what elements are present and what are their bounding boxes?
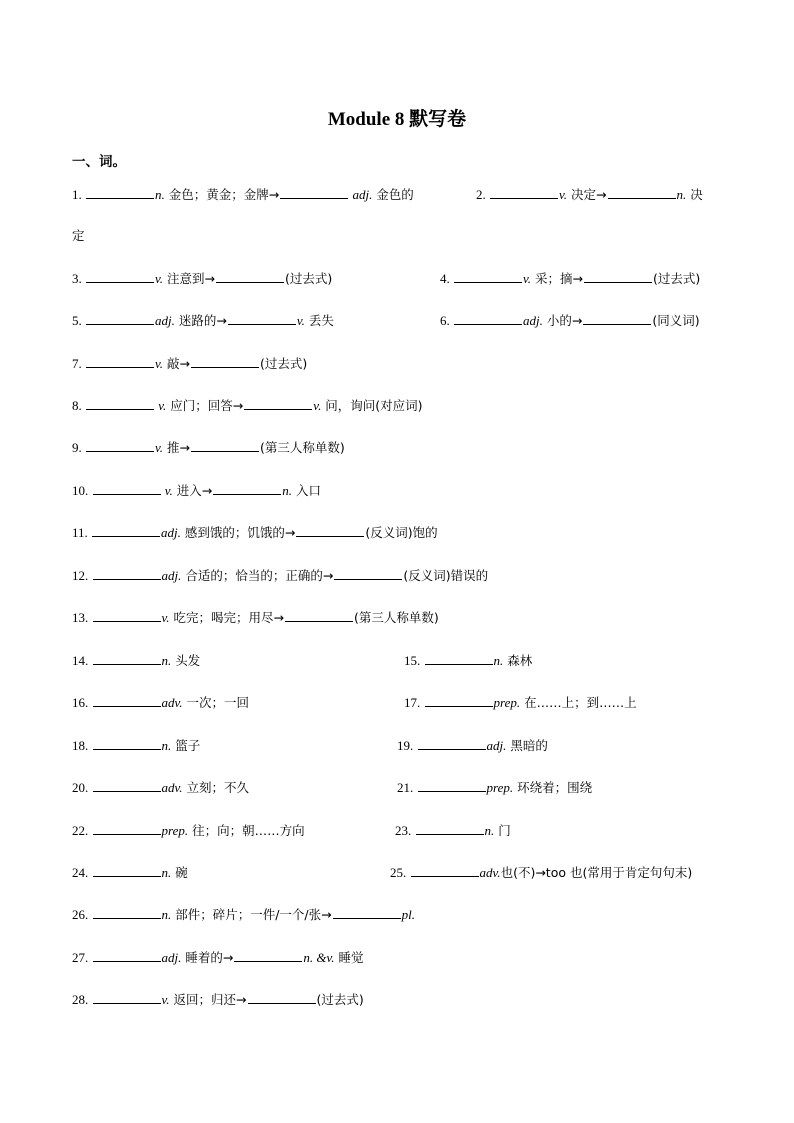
vocab-item-18 [404,693,637,712]
definition-text: 碗 [171,865,188,880]
vocab-item-28 [72,948,363,967]
answer-blank[interactable] [86,269,154,283]
part-of-speech: adj. [523,313,543,328]
definition-text: 定 [72,228,85,243]
definition-text: (反义词)饱的 [365,525,438,540]
answer-blank[interactable] [454,311,522,325]
definition-text: 头发 [171,653,201,668]
vocab-item-6 [72,311,334,330]
answer-blank[interactable] [285,608,353,622]
answer-blank[interactable] [213,481,281,495]
definition-text: 门 [494,823,511,838]
answer-blank[interactable] [93,778,161,792]
answer-blank[interactable] [93,608,161,622]
part-of-speech: v. [155,271,164,286]
definition-text: (过去式) [260,356,308,371]
item-number: 23. [395,823,415,838]
definition-text: 决定→ [567,187,607,202]
definition-text: 感到饿的；饥饿的→ [180,525,296,540]
answer-blank[interactable] [93,821,161,835]
vocab-item-26 [390,863,692,882]
part-of-speech: v. [155,356,164,371]
definition-text: 进入→ [172,483,213,498]
definition-text: 黑暗的 [506,738,548,753]
part-of-speech: n. [155,187,165,202]
definition-text: (过去式) [285,271,333,286]
answer-blank[interactable] [425,693,493,707]
answer-blank[interactable] [93,863,161,877]
part-of-speech: adj. [161,568,182,583]
item-number: 22. [72,823,92,838]
answer-blank[interactable] [583,311,651,325]
definition-text: 立刻；不久 [182,780,250,795]
definition-text: 往；向；朝……方向 [188,823,305,838]
answer-blank[interactable] [93,990,161,1004]
answer-blank[interactable] [93,905,161,919]
definition-text: (第三人称单数) [354,610,439,625]
definition-text: 小的→ [542,313,583,328]
vocab-item-22 [397,778,592,797]
definition-text: (过去式) [653,271,701,286]
definition-text: 敲→ [163,356,191,371]
definition-text: 迷路的→ [174,313,227,328]
vocab-item-8 [72,354,307,373]
part-of-speech: prep. [486,780,514,795]
answer-blank[interactable] [191,354,259,368]
part-of-speech: v. [161,483,173,498]
answer-blank[interactable] [280,185,348,199]
definition-text: (反义词)错误的 [403,568,489,583]
vocab-item-10 [72,438,345,457]
vocab-item-19 [72,736,200,755]
vocab-item-23 [72,821,305,840]
part-of-speech: adj. [486,738,507,753]
item-number: 12. [72,568,92,583]
definition-text: 决 [686,187,703,202]
item-number: 25. [390,865,410,880]
answer-blank[interactable] [93,736,161,750]
part-of-speech: v. [523,271,532,286]
vocab-item-15 [72,651,200,670]
vocab-item-17 [72,693,249,712]
vocab-item-25 [72,863,188,882]
definition-text: 一次；一回 [182,695,250,710]
section-heading: 一、词。 [72,154,126,170]
item-number: 17. [404,695,424,710]
vocab-item-14 [72,608,439,627]
answer-blank[interactable] [334,566,402,580]
part-of-speech: adj. [161,950,182,965]
answer-blank[interactable] [93,481,161,495]
item-number: 26. [72,907,92,922]
vocab-item-24 [395,821,511,840]
answer-blank[interactable] [454,269,522,283]
part-of-speech: v. [155,398,167,413]
part-of-speech: prep. [493,695,521,710]
part-of-speech: adj. [155,313,175,328]
answer-blank[interactable] [86,311,154,325]
definition-text: 部件；碎片；一件/一个/张→ [171,907,332,922]
vocab-item-2 [476,185,703,204]
item-number: 8. [72,398,85,413]
vocab-item-29 [72,990,364,1009]
answer-blank[interactable] [86,354,154,368]
definition-text: 吃完；喝完；用尽→ [169,610,285,625]
vocab-item-12 [72,523,438,542]
item-number: 3. [72,271,85,286]
vocab-item-3 [72,227,85,245]
item-number: 16. [72,695,92,710]
part-of-speech: adv. [479,865,501,880]
vocab-item-11 [72,481,321,500]
part-of-speech: pl. [401,907,415,922]
part-of-speech: v. [313,398,322,413]
definition-text: 睡着的→ [181,950,234,965]
definition-text: (过去式) [316,992,364,1007]
answer-blank[interactable] [191,438,259,452]
item-number: 19. [397,738,417,753]
part-of-speech: n. [493,653,504,668]
vocab-item-27 [72,905,415,924]
vocab-item-20 [397,736,548,755]
part-of-speech: v. [296,313,305,328]
definition-text: 金色的 [372,187,414,202]
answer-blank[interactable] [490,185,558,199]
definition-text: 也(不)→too 也(常用于肯定句句末) [500,865,693,880]
definition-text: 在……上；到……上 [520,695,637,710]
item-number: 10. [72,483,92,498]
part-of-speech: n. [676,187,687,202]
item-number: 20. [72,780,92,795]
answer-blank[interactable] [86,185,154,199]
item-number: 2. [476,187,489,202]
vocab-item-9 [72,396,423,415]
answer-blank[interactable] [418,778,486,792]
definition-text: 应门；回答→ [166,398,244,413]
part-of-speech: adv. [161,695,183,710]
part-of-speech: v. [155,440,164,455]
answer-blank[interactable] [234,948,302,962]
definition-text: 篮子 [171,738,201,753]
answer-blank[interactable] [416,821,484,835]
item-number: 9. [72,440,85,455]
definition-text: 返回；归还→ [169,992,247,1007]
answer-blank[interactable] [608,185,676,199]
part-of-speech: n. [484,823,495,838]
answer-blank[interactable] [93,693,161,707]
answer-blank[interactable] [216,269,284,283]
item-number: 11. [72,525,92,540]
part-of-speech: n. [161,738,172,753]
definition-text: (同义词) [652,313,700,328]
item-number: 18. [72,738,92,753]
vocab-item-21 [72,778,249,797]
vocab-item-5 [440,269,700,288]
definition-text: 推→ [163,440,191,455]
part-of-speech: v. [161,992,170,1007]
definition-text: 注意到→ [163,271,216,286]
item-number: 28. [72,992,92,1007]
answer-blank[interactable] [425,651,493,665]
part-of-speech: adj. [349,187,373,202]
definition-text: 森林 [503,653,533,668]
definition-text: 睡觉 [334,950,364,965]
definition-text: (第三人称单数) [260,440,345,455]
answer-blank[interactable] [248,990,316,1004]
answer-blank[interactable] [418,736,486,750]
definition-text: 入口 [292,483,321,498]
part-of-speech: v. [559,187,568,202]
item-number: 15. [404,653,424,668]
definition-text: 环绕着；围绕 [513,780,593,795]
part-of-speech: v. [161,610,170,625]
part-of-speech: n. [282,483,293,498]
item-number: 21. [397,780,417,795]
vocab-item-13 [72,566,488,585]
item-number: 6. [440,313,453,328]
item-number: 7. [72,356,85,371]
definition-text: 金色；黄金；金牌→ [164,187,280,202]
definition-text: 丢失 [304,313,334,328]
definition-text: 问，询问(对应词) [321,398,423,413]
answer-blank[interactable] [86,396,154,410]
part-of-speech: n. [161,907,172,922]
answer-blank[interactable] [92,523,160,537]
answer-blank[interactable] [228,311,296,325]
item-number: 24. [72,865,92,880]
part-of-speech: prep. [161,823,189,838]
answer-blank[interactable] [411,863,479,877]
answer-blank[interactable] [296,523,364,537]
item-number: 27. [72,950,92,965]
item-number: 14. [72,653,92,668]
answer-blank[interactable] [93,566,161,580]
answer-blank[interactable] [584,269,652,283]
answer-blank[interactable] [244,396,312,410]
vocab-item-1 [72,185,414,204]
answer-blank[interactable] [93,651,161,665]
item-number: 4. [440,271,453,286]
vocab-item-7 [440,311,700,330]
part-of-speech: adj. [161,525,181,540]
item-number: 13. [72,610,92,625]
item-number: 5. [72,313,85,328]
answer-blank[interactable] [86,438,154,452]
part-of-speech: n. [161,653,172,668]
item-number: 1. [72,187,85,202]
part-of-speech: n. &v. [303,950,335,965]
vocab-item-16 [404,651,532,670]
definition-text: 采；摘→ [531,271,584,286]
answer-blank[interactable] [333,905,401,919]
answer-blank[interactable] [93,948,161,962]
part-of-speech: n. [161,865,172,880]
page-title: Module 8 默写卷 [327,109,467,130]
part-of-speech: adv. [161,780,183,795]
vocab-item-4 [72,269,332,288]
definition-text: 合适的；恰当的；正确的→ [181,568,334,583]
